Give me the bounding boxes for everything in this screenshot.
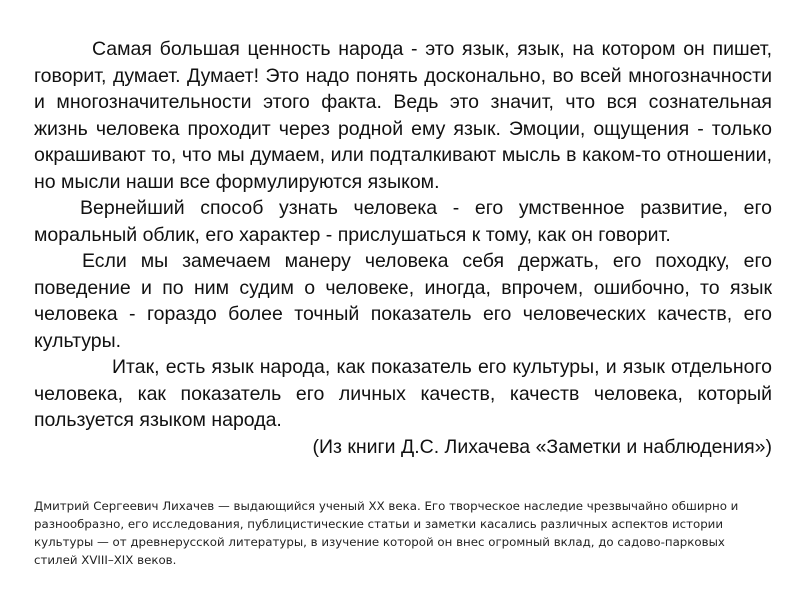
paragraph-conclusion: Итак, есть язык народа, как показатель его культуры, и язык отдельного человека, как показатель его личных качеств, качеств человека, который пользуется языком народа. <box>34 356 772 431</box>
author-footnote: Дмитрий Сергеевич Лихачев — выдающийся ученый XX века. Его творческое наследие чрезвычайно обширно и разнообразно, его исследования, публицистические статьи и заметки касались различных аспектов истории культуры — от древнерусской литературы, в изучение которой он внес огромный вклад, до садово-парковых стилей XVIII–XIX веков. <box>34 499 739 567</box>
paragraph-language-value: Самая большая ценность народа - это язык, язык, на котором он пишет, говорит, думает. Думает! Это надо понять досконально, во всей многозначности и многозначительности этого факта. Ведь это значит, что вся сознательная жизнь человека проходит через родной ему язык. Эмоции, ощущения - только окрашивают то, что мы думаем, или подталкивают мысль в каком-то отношении, но мысли наши все формулируются языком. <box>34 38 772 193</box>
paragraph-manner: Если мы замечаем манеру человека себя держать, его походку, его поведение и по ним судим о человеке, иногда, впрочем, ошибочно, то язык человека - гораздо более точный показатель его человеческих качеств, его культуры. <box>34 250 772 352</box>
main-text-block <box>34 36 772 460</box>
paragraph-know-person: Вернейший способ узнать человека - его умственное развитие, его моральный облик, его характер - прислушаться к тому, как он говорит. <box>34 197 772 246</box>
source-citation: (Из книги Д.С. Лихачева «Заметки и наблюдения») <box>312 435 772 458</box>
